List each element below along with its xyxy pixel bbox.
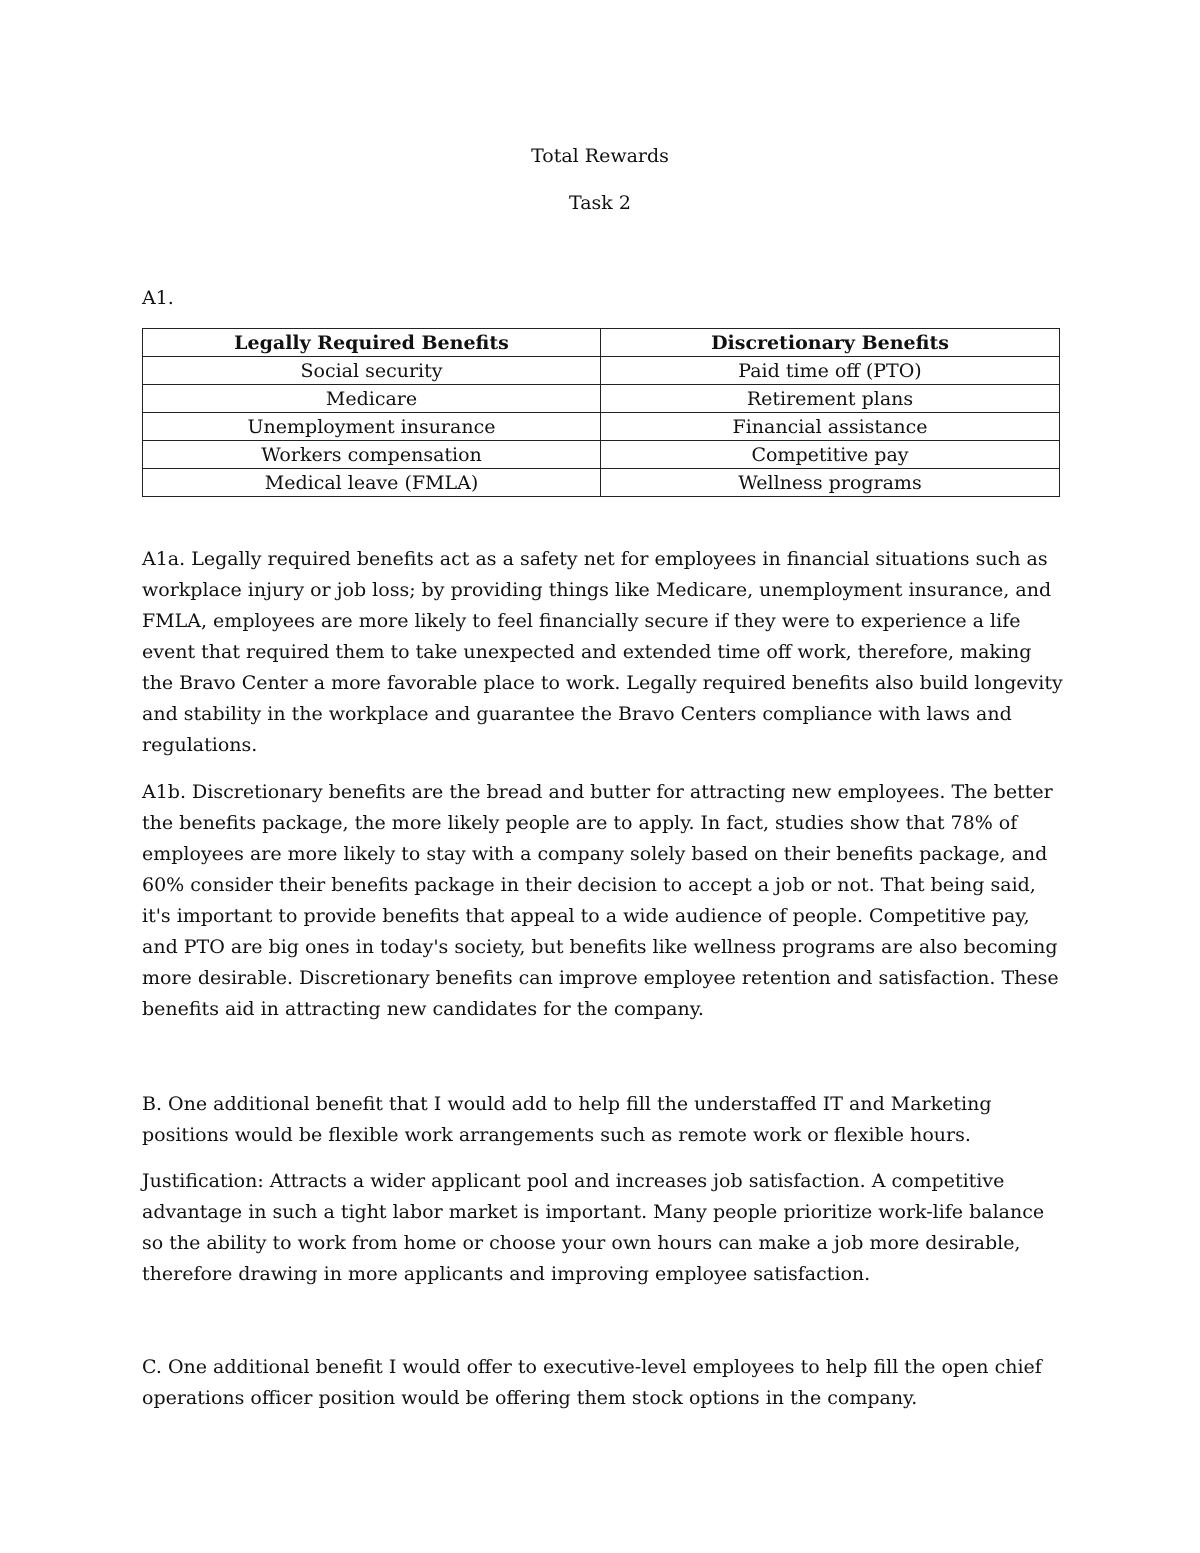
table-cell: Retirement plans (601, 385, 1060, 413)
table-cell: Wellness programs (601, 469, 1060, 497)
document-title: Total Rewards (531, 145, 669, 167)
table-header-row (143, 329, 1060, 357)
table-cell: Paid time off (PTO) (601, 357, 1060, 385)
paragraph-a1a: A1a. Legally required benefits act as a safety net for employees in financial situations such as workplace injury or job loss; by providing things like Medicare, unemployment insurance, and FMLA, employees are more likely to feel financially secure if they were to experience a life event that required them to take unexpected and extended time off work, therefore, making the Bravo Center a more favorable place to work. Legally required benefits also build longevity and stability in the workplace and guarantee the Bravo Centers compliance with laws and regulations. (142, 548, 1063, 756)
document-subtitle: Task 2 (569, 192, 631, 214)
header-legally-required: Legally Required Benefits (143, 329, 601, 357)
table-cell: Unemployment insurance (143, 413, 601, 441)
table-row (143, 357, 1060, 385)
header-discretionary: Discretionary Benefits (601, 329, 1060, 357)
table-cell: Social security (143, 357, 601, 385)
table-cell: Financial assistance (601, 413, 1060, 441)
paragraph-a1b: A1b. Discretionary benefits are the bread and butter for attracting new employees. The better the benefits package, the more likely people are to apply. In fact, studies show that 78% of employees are more likely to stay with a company solely based on their benefits package, and 60% consider their benefits package in their decision to accept a job or not. That being said, it's important to provide benefits that appeal to a wide audience of people. Competitive pay, and PTO are big ones in today's society, but benefits like wellness programs are also becoming more desirable. Discretionary benefits can improve employee retention and satisfaction. These benefits aid in attracting new candidates for the company. (142, 781, 1059, 1020)
table-row (143, 413, 1060, 441)
table-cell: Medicare (143, 385, 601, 413)
table-cell: Medical leave (FMLA) (143, 469, 601, 497)
paragraph-c: C. One additional benefit I would offer to executive-level employees to help fill the open chief operations officer position would be offering them stock options in the company. (142, 1356, 1042, 1409)
paragraph-justification: Justification: Attracts a wider applicant pool and increases job satisfaction. A competitive advantage in such a tight labor market is important. Many people prioritize work-life balance so the ability to work from home or choose your own hours can make a job more desirable, therefore drawing in more applicants and improving employee satisfaction. (142, 1170, 1045, 1285)
table-cell: Competitive pay (601, 441, 1060, 469)
benefits-table (142, 328, 1060, 497)
table-cell: Workers compensation (143, 441, 601, 469)
table-row (143, 469, 1060, 497)
table-row (143, 441, 1060, 469)
paragraph-b: B. One additional benefit that I would add to help fill the understaffed IT and Marketing positions would be flexible work arrangements such as remote work or flexible hours. (142, 1093, 992, 1146)
table-row (143, 385, 1060, 413)
section-label-a1: A1. (142, 287, 174, 309)
